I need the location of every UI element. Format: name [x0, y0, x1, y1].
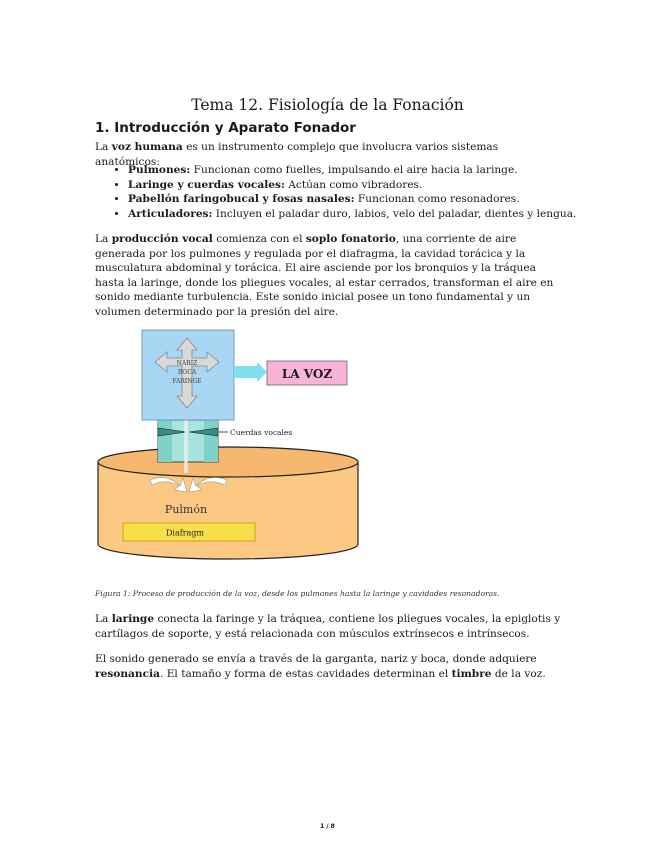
list-item: • Pabellón faringobucal y fosas nasales: Funcionan como resonadores.: [128, 192, 598, 207]
larynx-paragraph: La laringe conecta la faringe y la tráquea, contiene los pliegues vocales, la epiglotis y cartílagos de soporte, y está relacionada con músculos extrínsecos e intrínsecos.: [95, 613, 561, 640]
term-soplo-fonatorio: soplo fonatorio: [305, 233, 396, 245]
output-arrow: [234, 362, 267, 382]
list-item: • Laringe y cuerdas vocales: Actúan como vibradores.: [128, 178, 598, 193]
section-heading: 1. Introducción y Aparato Fonador: [95, 120, 356, 136]
sound-paragraph: El sonido generado se envía a través de la garganta, nariz y boca, donde adquiere resonancia. El tamaño y forma de estas cavidades determinan el timbre de la voz.: [95, 653, 546, 680]
box-label-2: BOCA: [177, 369, 197, 376]
document-title: Tema 12. Fisiología de la Fonación: [191, 96, 464, 114]
anatomy-list: [95, 163, 598, 221]
pulmon-label: Pulmón: [164, 503, 208, 516]
voz-label: LA VOZ: [281, 367, 333, 381]
intro-paragraph: La voz humana es un instrumento complejo que involucra varios sistemas anatómicos:: [95, 141, 499, 168]
cuerdas-label: Cuerdas vocales: [230, 428, 293, 437]
term-timbre: timbre: [451, 667, 492, 680]
box-label-3: FARINGE: [172, 378, 202, 385]
production-paragraph: La producción vocal comienza con el soplo fonatorio, una corriente de aire generada por los pulmones y regulada por el diafragma, la cavidad torácica y la musculatura abdominal y torácica. El aire asciende por los bronquios y la tráquea hasta la laringe, donde los pliegues vocales, al estar cerrados, transforman el aire en sonido mediante turbulencia. Este sonido inicial posee un tono fundamental y un volumen determinado por la presión del aire.: [95, 233, 554, 318]
diafragma-label: Diafragm: [165, 528, 205, 538]
phonation-diagram: [95, 328, 365, 560]
page-number: 1 / 8: [320, 823, 335, 830]
lung-top: [98, 447, 358, 477]
term-laringe: laringe: [111, 613, 155, 625]
box-label-1: NARIZ: [176, 360, 198, 367]
list-item: • Articuladores: Incluyen el paladar duro, labios, velo del paladar, dientes y lengua.: [128, 207, 598, 222]
list-item: • Pulmones: Funcionan como fuelles, impulsando el aire hacia la laringe.: [128, 163, 598, 178]
figure-caption: Figura 1: Proceso de producción de la voz, desde los pulmones hasta la laringe y cavidades resonadoras.: [95, 589, 500, 598]
term-resonancia: resonancia: [95, 667, 160, 680]
term-produccion-vocal: producción vocal: [111, 233, 213, 245]
term-voz-humana: voz humana: [111, 141, 183, 153]
